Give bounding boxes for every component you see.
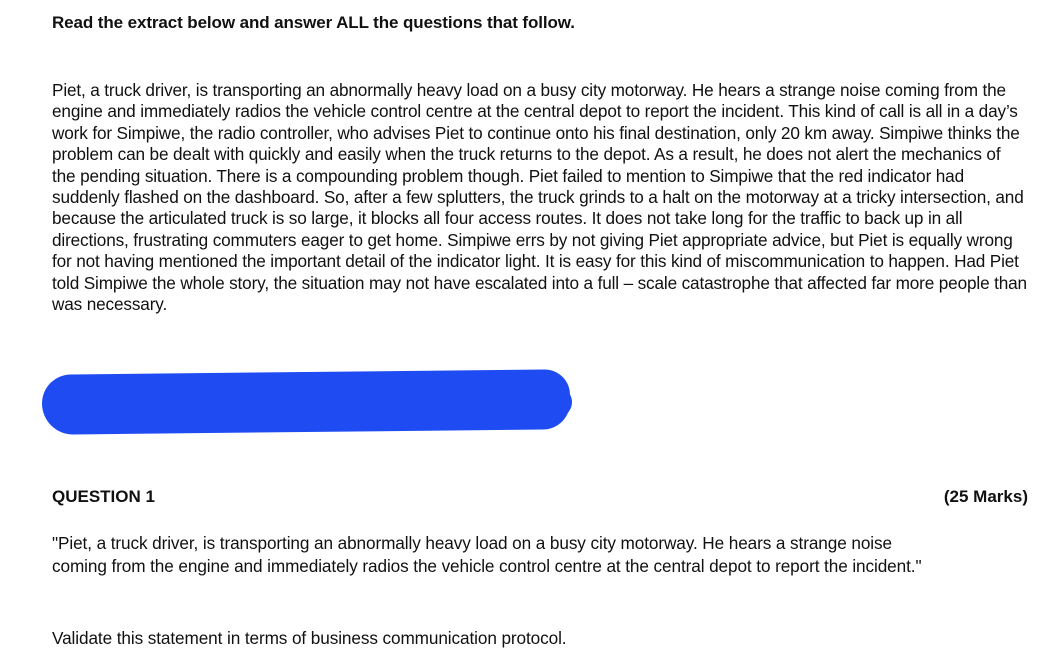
question-quote: "Piet, a truck driver, is transporting an abnormally heavy load on a busy city motorway. He hears a strange noise coming from the engine and immediately radios the vehicle control centre at the central depot to report the incident."	[52, 533, 922, 576]
question-title: QUESTION 1	[52, 487, 155, 506]
question-marks: (25 Marks)	[943, 487, 1028, 506]
question-instruction: Validate this statement in terms of business communication protocol.	[52, 628, 567, 648]
redaction-mark	[42, 369, 571, 435]
instructions-heading: Read the extract below and answer ALL the questions that follow.	[52, 13, 575, 32]
extract-paragraph: Piet, a truck driver, is transporting an abnormally heavy load on a busy city motorway. He hears a strange noise coming from the engine and immediately radios the vehicle control centre at the central depot to report the incident. This kind of call is all in a day’s work for Simpiwe, the radio controller, who advises Piet to continue onto his final destination, only 20 km away. Simpiwe thinks the problem can be dealt with quickly and easily when the truck returns to the depot. As a result, he does not alert the mechanics of the pending situation. There is a compounding problem though. Piet failed to mention to Simpiwe that the red indicator had suddenly flashed on the dashboard. So, after a few splutters, the truck grinds to a halt on the motorway at a tricky intersection, and because the articulated truck is so large, it blocks all four access routes. It does not take long for the traffic to back up in all directions, frustrating commuters eager to get home. Simpiwe errs by not giving Piet appropriate advice, but Piet is equally wrong for not having mentioned the important detail of the indicator light. It is easy for this kind of miscommunication to happen. Had Piet told Simpiwe the whole story, the situation may not have escalated into a full – scale catastrophe that affected far more people than was necessary.	[52, 80, 1027, 315]
redaction-mark-end	[520, 382, 572, 422]
